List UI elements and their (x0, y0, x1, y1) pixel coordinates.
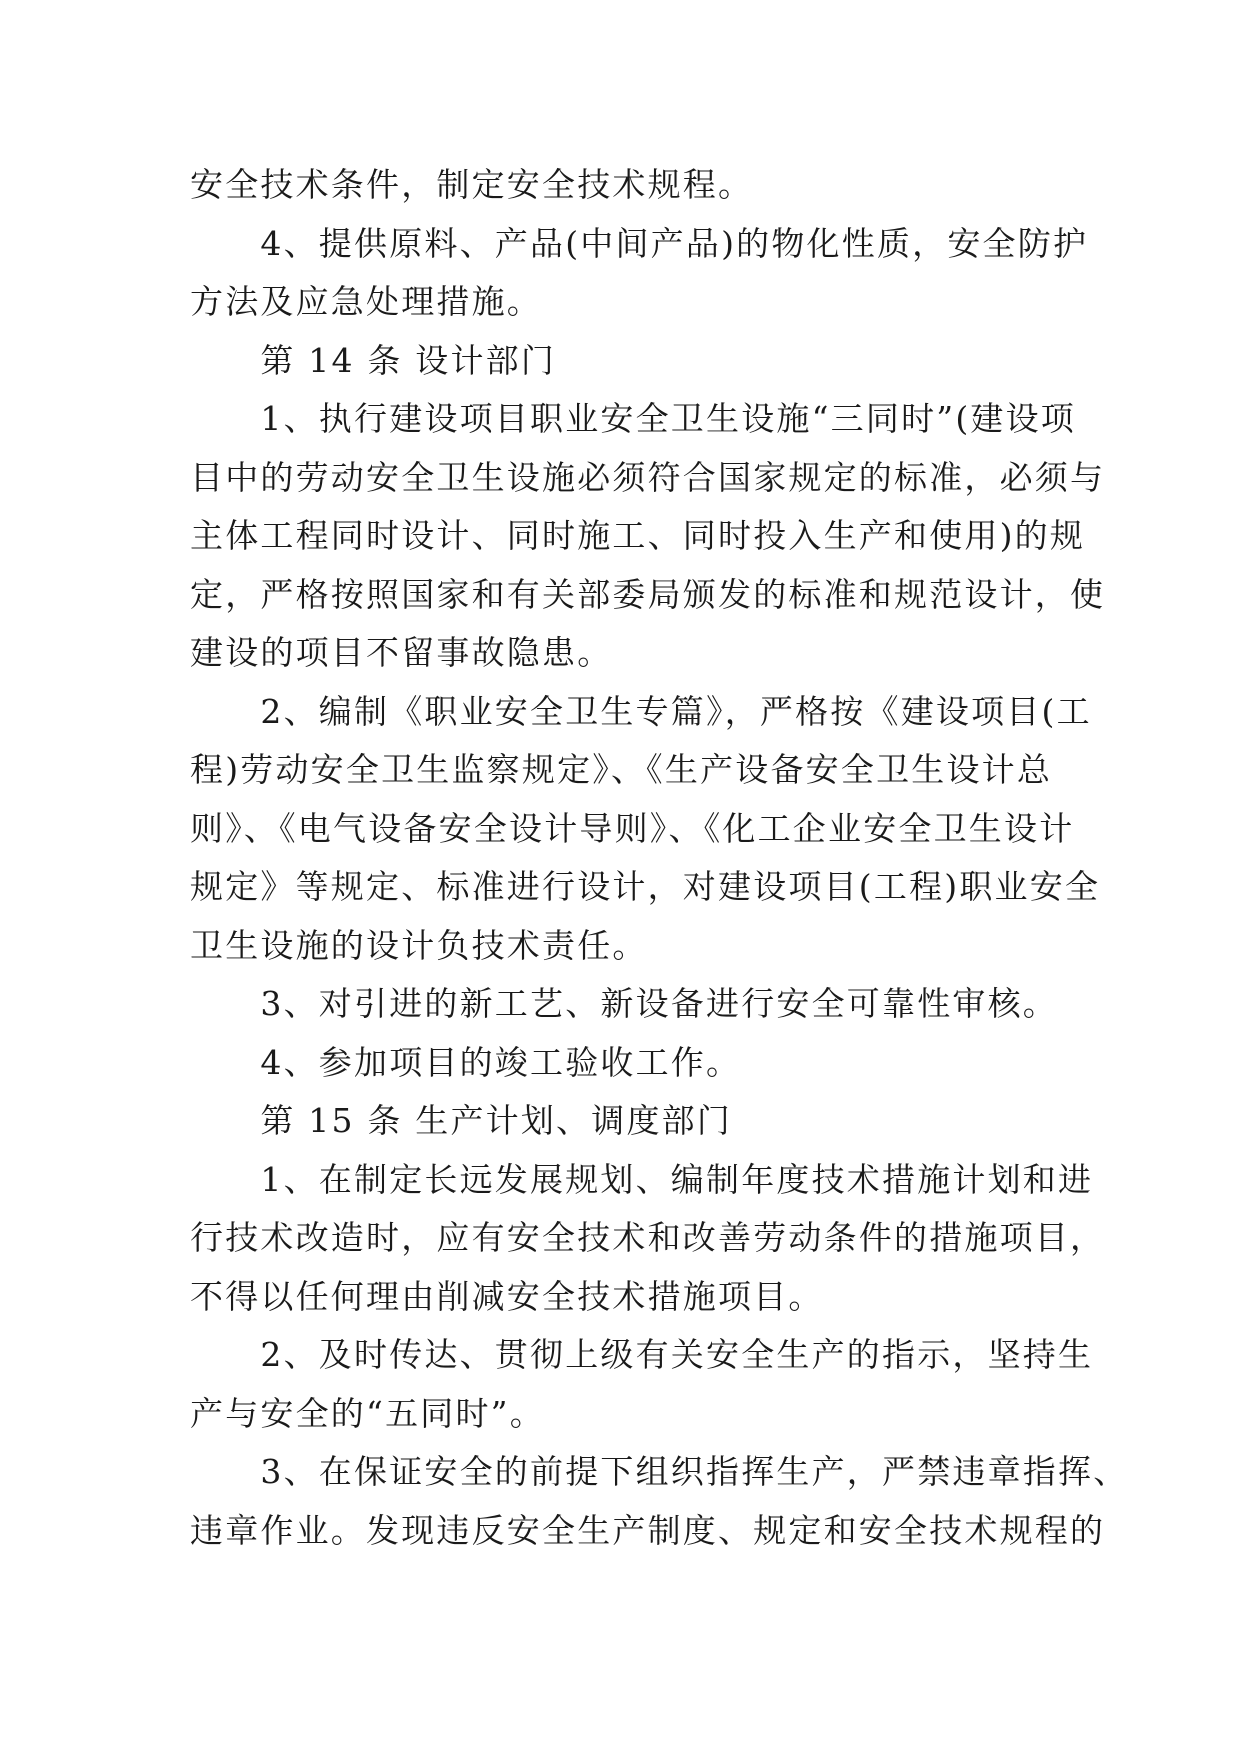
text-line: 卫生设施的设计负技术责任。 (190, 925, 648, 965)
text-line: 不得以任何理由削减安全技术措施项目。 (190, 1276, 824, 1316)
text-line: 产与安全的“五同时”。 (190, 1393, 545, 1433)
text-line: 目中的劳动安全卫生设施必须符合国家规定的标准，必须与 (190, 457, 1106, 497)
text-line: 违章作业。发现违反安全生产制度、规定和安全技术规程的 (190, 1510, 1106, 1550)
text-line: 方法及应急处理措施。 (190, 282, 542, 321)
text-line: 主体工程同时设计、同时施工、同时投入生产和使用)的规 (190, 516, 1086, 555)
text-line: 2、编制《职业安全卫生专篇》，严格按《建设项目(工 (190, 691, 1092, 731)
text-line: 3、在保证安全的前提下组织指挥生产，严禁违章指挥、 (190, 1452, 1129, 1491)
text-line: 1、在制定长远发展规划、编制年度技术措施计划和进 (190, 1159, 1094, 1199)
document-body (190, 156, 1129, 1560)
text-line: 3、对引进的新工艺、新设备进行安全可靠性审核。 (190, 984, 1058, 1023)
text-line: 4、参加项目的竣工验收工作。 (190, 1042, 742, 1082)
text-line: 规定》等规定、标准进行设计，对建设项目(工程)职业安全 (190, 867, 1101, 906)
text-line: 1、执行建设项目职业安全卫生设施“三同时”(建设项 (190, 399, 1077, 438)
text-line: 行技术改造时，应有安全技术和改善劳动条件的措施项目， (190, 1218, 1106, 1257)
text-line: 则》、《电气设备安全设计导则》、《化工企业安全卫生设计 (190, 808, 1075, 848)
section-heading: 第 15 条 生产计划、调度部门 (190, 1101, 733, 1140)
text-line: 4、提供原料、产品(中间产品)的物化性质，安全防护 (190, 223, 1089, 263)
text-line: 程)劳动安全卫生监察规定》、《生产设备安全卫生设计总 (190, 750, 1053, 789)
text-line: 2、及时传达、贯彻上级有关安全生产的指示，坚持生 (190, 1335, 1094, 1374)
section-heading: 第 14 条 设计部门 (190, 340, 557, 380)
text-line: 建设的项目不留事故隐患。 (190, 633, 613, 672)
text-line: 定，严格按照国家和有关部委局颁发的标准和规范设计，使 (190, 574, 1106, 614)
text-line: 安全技术条件，制定安全技术规程。 (190, 165, 754, 204)
